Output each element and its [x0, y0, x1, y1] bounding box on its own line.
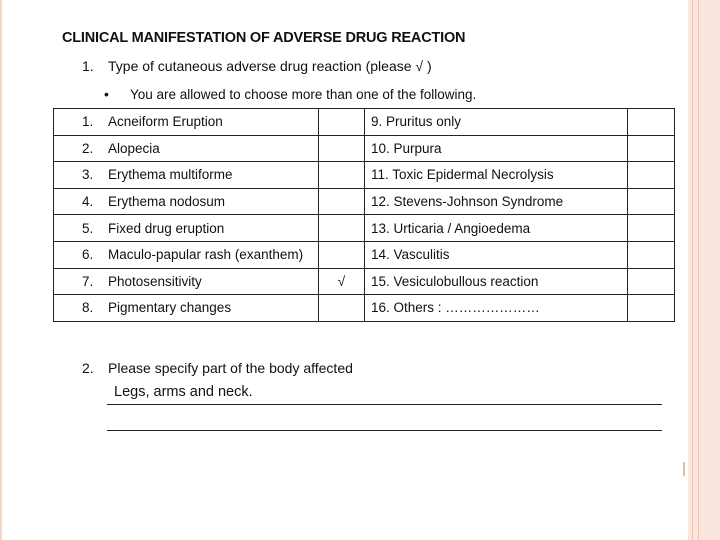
reaction-label: 15. Vesiculobullous reaction: [371, 273, 539, 289]
checkbox-cell-left[interactable]: √: [319, 268, 365, 295]
reaction-option-left: [54, 162, 319, 189]
reaction-label: 9. Pruritus only: [371, 114, 462, 130]
reaction-option-left: [54, 188, 319, 215]
reaction-label: Fixed drug eruption: [108, 220, 225, 236]
reaction-label: Photosensitivity: [108, 273, 202, 289]
checkbox-cell-right[interactable]: [628, 295, 675, 322]
reaction-option-left: [54, 241, 319, 268]
right-border-stripe: [688, 0, 720, 540]
question-2-number: 2.: [82, 360, 94, 376]
checkbox-cell-left[interactable]: [319, 188, 365, 215]
question-1-number: 1.: [82, 58, 94, 74]
instruction: [104, 86, 476, 102]
reaction-label: 16. Others : …………………: [371, 300, 540, 316]
reaction-option-right: [365, 135, 628, 162]
question-2-text: Please specify part of the body affected: [108, 360, 353, 376]
reaction-option-right: [365, 215, 628, 242]
checkbox-cell-right[interactable]: [628, 188, 675, 215]
checkbox-cell-right[interactable]: [628, 241, 675, 268]
reaction-number: 5.: [82, 220, 94, 236]
checkbox-cell-left[interactable]: [319, 215, 365, 242]
reaction-number: 8.: [82, 300, 94, 316]
table-row: [54, 241, 675, 268]
table-row: [54, 109, 675, 136]
reaction-label: Alopecia: [108, 140, 160, 156]
reaction-option-right: [365, 295, 628, 322]
reaction-option-right: [365, 241, 628, 268]
reaction-number: 7.: [82, 273, 94, 289]
bullet-icon: •: [104, 86, 109, 102]
reaction-type-table: [53, 108, 675, 322]
reaction-option-right: [365, 188, 628, 215]
table-row: [54, 295, 675, 322]
question-1-text: Type of cutaneous adverse drug reaction (please √ ): [108, 58, 432, 74]
reaction-option-left: [54, 135, 319, 162]
answer-line-2[interactable]: [107, 412, 662, 431]
reaction-label: Acneiform Eruption: [108, 114, 223, 130]
table-row: [54, 188, 675, 215]
reaction-option-right: [365, 162, 628, 189]
reaction-option-left: [54, 109, 319, 136]
checkbox-cell-left[interactable]: [319, 135, 365, 162]
document-title: CLINICAL MANIFESTATION OF ADVERSE DRUG REACTION: [62, 30, 466, 46]
reaction-option-right: [365, 268, 628, 295]
reaction-option-left: [54, 268, 319, 295]
checkbox-cell-left[interactable]: [319, 241, 365, 268]
reaction-number: 6.: [82, 247, 94, 263]
reaction-option-left: [54, 215, 319, 242]
reaction-label: 13. Urticaria / Angioedema: [371, 220, 531, 236]
decorative-mark: [683, 462, 685, 476]
question-2: [82, 360, 353, 376]
instruction-text: You are allowed to choose more than one of the following.: [130, 87, 477, 102]
checkbox-cell-left[interactable]: [319, 162, 365, 189]
reaction-number: 4.: [82, 194, 94, 210]
reaction-label: 14. Vasculitis: [371, 247, 450, 263]
reaction-label: Erythema multiforme: [108, 167, 233, 183]
reaction-number: 1.: [82, 114, 94, 130]
table-row: [54, 135, 675, 162]
checkbox-cell-right[interactable]: [628, 135, 675, 162]
checkbox-cell-right[interactable]: [628, 109, 675, 136]
checkbox-cell-right[interactable]: [628, 162, 675, 189]
reaction-number: 3.: [82, 167, 94, 183]
reaction-option-left: [54, 295, 319, 322]
reaction-label: 10. Purpura: [371, 140, 442, 156]
checkbox-cell-left[interactable]: [319, 109, 365, 136]
question-1: [82, 58, 432, 74]
table-row: [54, 162, 675, 189]
table-row: [54, 215, 675, 242]
reaction-label: Erythema nodosum: [108, 194, 226, 210]
table-row: [54, 268, 675, 295]
checkbox-cell-left[interactable]: [319, 295, 365, 322]
reaction-label: Maculo-papular rash (exanthem): [108, 247, 304, 263]
left-border-stripe: [0, 0, 2, 540]
reaction-option-right: [365, 109, 628, 136]
checkbox-cell-right[interactable]: [628, 268, 675, 295]
answer-text: Legs, arms and neck.: [114, 384, 253, 400]
reaction-label: 11. Toxic Epidermal Necrolysis: [371, 167, 554, 183]
checkbox-cell-right[interactable]: [628, 215, 675, 242]
reaction-number: 2.: [82, 140, 94, 156]
reaction-label: Pigmentary changes: [108, 300, 232, 316]
reaction-label: 12. Stevens-Johnson Syndrome: [371, 194, 564, 210]
